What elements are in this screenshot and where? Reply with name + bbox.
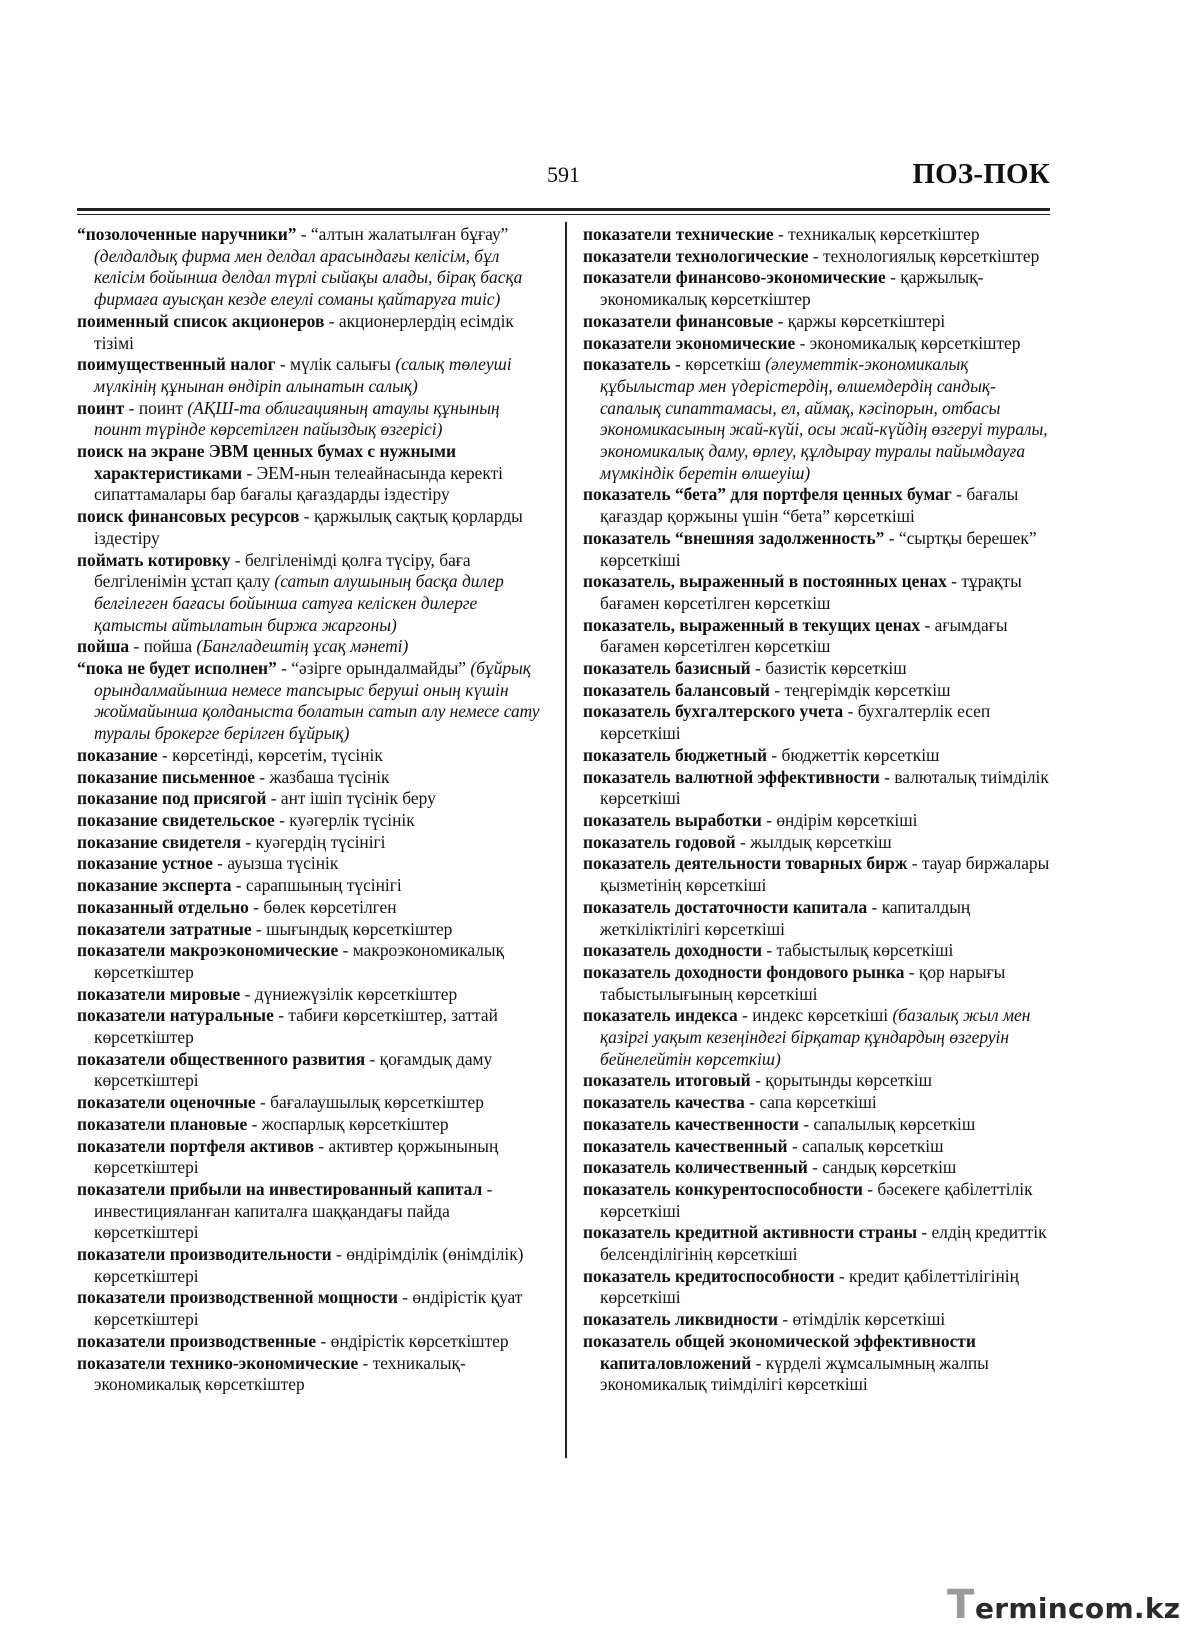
entry-term: показатель качественный [583, 1135, 788, 1156]
dictionary-entry [583, 1136, 1050, 1158]
entry-separator: - [670, 354, 686, 375]
entry-definition: өндірімділік (өнімділік) көрсеткіштері [94, 1244, 524, 1286]
entry-term: показатели экономические [583, 332, 796, 353]
entry-term: показатели макроэкономические [77, 940, 339, 961]
entry-definition: сапа көрсеткіші [759, 1092, 877, 1113]
entry-term: показание [77, 744, 158, 765]
entry-note: (әлеуметтік-экономикалық құбылыстар мен үдерістердің, өлшемдердің сандық-сапалық сипаттамасы, ел, аймақ, кәсіпорын, отбасы экономикасының жай-күйі, осы жай-күйдің өзгеруі туралы, экономикалық даму, өрлеу, құлдырау туралы пайымдауға мүмкіндік беретін өлшеуіш) [600, 354, 1048, 483]
entry-term: показатель балансовый [583, 679, 770, 700]
entry-definition: “әзірге орындалмайды” [291, 658, 471, 679]
entry-definition: “алтын жалатылған бұғау” [310, 224, 509, 244]
dictionary-entry [583, 658, 1050, 680]
entry-definition: қор нарығы табыстылығының көрсеткіші [600, 961, 1006, 1004]
entry-definition: бөлек көрсетілген [263, 896, 397, 917]
entry-separator: - [767, 744, 782, 765]
entry-definition: табыстылық көрсеткіші [776, 940, 954, 961]
entry-definition: дүниежүзілік көрсеткіштер [254, 983, 458, 1004]
watermark-letter: T [947, 1582, 975, 1628]
entry-definition: ағымдағы бағамен көрсетілген көрсеткіш [600, 614, 1008, 657]
dictionary-entry [583, 1005, 1050, 1070]
dictionary-entry [583, 1266, 1050, 1309]
entry-separator: - [884, 527, 899, 548]
entry-separator: - [299, 506, 314, 527]
page-header [77, 158, 1050, 204]
entry-term: показатели финансово-экономические [583, 267, 886, 288]
entry-term: “позолоченные наручники” [77, 224, 297, 244]
entry-definition: күрделі жұмсалымның жалпы экономикалық тиімділігі көрсеткіші [600, 1352, 989, 1395]
entry-term: показатель доходности фондового рынка [583, 961, 905, 982]
entry-term: показание свидетельское [77, 809, 275, 830]
entry-separator: - [750, 658, 766, 679]
entry-term: показатели технические [583, 224, 774, 244]
entry-definition: қоғамдық даму көрсеткіштері [94, 1048, 493, 1091]
entry-note: (делдалдық фирма мен делдал арасындағы келісім, бұл келісім бойынша делдал түрлі сыйақы алады, бірақ басқа фирмаға ауысқан кезде елеулі соманы қайтаруға тиіс) [94, 245, 523, 310]
entry-term: показатели прибыли на инвестированный капитал [77, 1178, 483, 1199]
dictionary-entry [77, 1353, 540, 1396]
entry-separator: - [338, 940, 353, 961]
entry-term: поймать котировку [77, 549, 231, 570]
entry-definition: қаржылық-экономикалық көрсеткіштер [600, 267, 984, 310]
entry-separator: - [275, 354, 290, 375]
entry-separator: - [862, 1178, 878, 1199]
dictionary-entry [583, 1179, 1050, 1222]
entry-separator: - [787, 1135, 802, 1156]
entry-separator: - [795, 332, 810, 353]
dictionary-entry [77, 875, 540, 897]
entry-separator: - [266, 788, 281, 809]
entry-term: показатели плановые [77, 1113, 248, 1134]
entry-definition: акционерлердің есімдік тізімі [94, 310, 514, 353]
entry-term: показатель базисный [583, 658, 751, 679]
dictionary-entry [77, 1287, 540, 1330]
entry-definition: өндірістік көрсеткіштер [330, 1330, 509, 1351]
dictionary-entry [77, 1244, 540, 1287]
entry-separator: - [212, 853, 228, 874]
entry-definition: сандық көрсеткіш [822, 1157, 957, 1178]
entry-definition: көрсеткіш [685, 354, 766, 375]
entry-separator: - [737, 1005, 753, 1026]
dictionary-entry [77, 1049, 540, 1092]
entry-separator: - [735, 831, 751, 852]
entry-definition: қаржылық сақтық қорларды іздестіру [94, 506, 523, 548]
column-divider [565, 222, 567, 1458]
entry-definition: экономикалық көрсеткіштер [809, 332, 1021, 353]
entry-definition: тұрақты бағамен көрсетілген көрсеткіш [600, 571, 1022, 613]
dictionary-entry [77, 897, 540, 919]
entry-term: показатель [583, 354, 671, 375]
dictionary-entry [583, 1331, 1050, 1396]
entry-separator: - [358, 1352, 373, 1373]
entry-note: (бұйрық орындалмайынша немесе тапсырыс беруші оның күшін жоймайынша қолданыста болатын сатып алу немесе сату туралы брокерге берілген бұйрық) [94, 658, 540, 744]
entry-term: показатель количественный [583, 1157, 808, 1178]
dictionary-entry [583, 311, 1050, 333]
entry-separator: - [255, 1092, 271, 1113]
entry-term: показатель общей экономической эффективности капиталовложений [583, 1330, 976, 1373]
entry-note: (сатып алушының басқа дилер белгілеген бағасы бойынша сатуға келіскен дилерге қатысты айтылатын биржа жаргоны) [94, 571, 504, 635]
entry-definition: жылдық көрсеткіш [750, 831, 892, 852]
dictionary-entry [77, 919, 540, 941]
entry-separator: - [879, 766, 895, 787]
entry-definition: пойша [143, 636, 197, 657]
dictionary-entry [583, 615, 1050, 658]
dictionary-entry [583, 853, 1050, 896]
entry-separator: - [750, 1070, 766, 1091]
dictionary-entry [77, 224, 540, 311]
entry-separator: - [251, 918, 267, 939]
entry-definition: бюджеттік көрсеткіш [781, 744, 940, 765]
entry-term: показатели затратные [77, 918, 252, 939]
entry-note: (Бангладештің ұсақ мәнеті) [196, 636, 409, 657]
entry-separator: - [834, 1265, 850, 1286]
entry-separator: - [331, 1244, 347, 1265]
entry-term: показатель качественности [583, 1113, 799, 1134]
entry-term: поиск финансовых ресурсов [77, 506, 300, 527]
entry-definition: ант ішіп түсінік беру [280, 788, 436, 809]
entry-separator: - [240, 983, 255, 1004]
entry-term: показатель доходности [583, 940, 763, 961]
dictionary-column-right [583, 224, 1050, 1396]
dictionary-entry [77, 506, 540, 549]
entry-definition: куәгерлік түсінік [289, 809, 415, 830]
entry-term: показание эксперта [77, 875, 232, 896]
entry-term: показатель достаточности капитала [583, 896, 868, 917]
entry-definition: шығындық көрсеткіштер [266, 918, 453, 939]
running-head: ПОЗ-ПОК [912, 158, 1050, 190]
entry-term: показатель бюджетный [583, 744, 768, 765]
entry-separator: - [247, 1113, 262, 1134]
entry-definition: технологиялық көрсеткіштер [822, 245, 1040, 266]
entry-definition: өндірістік қуат көрсеткіштері [94, 1287, 523, 1330]
dictionary-entry [583, 1157, 1050, 1179]
entry-definition: валюталық тиімділік көрсеткіші [600, 766, 1049, 809]
entry-term: показатель кредитной активности страны [583, 1222, 918, 1243]
entry-term: показатель валютной эффективности [583, 766, 880, 787]
dictionary-entry [77, 1136, 540, 1179]
entry-definition: техникалық көрсеткіштер [788, 224, 980, 244]
entry-definition: өндірім көрсеткіші [776, 809, 918, 830]
entry-separator: - [316, 1330, 331, 1351]
entry-term: показатель конкурентоспособности [583, 1178, 863, 1199]
entry-definition: индекс көрсеткіші [752, 1005, 893, 1026]
entry-definition: куәгердің түсінігі [255, 831, 386, 852]
dictionary-entry [77, 550, 540, 637]
entry-term: показание устное [77, 853, 213, 874]
entry-definition: бухгалтерлік есеп көрсеткіші [600, 701, 991, 744]
entry-definition: жоспарлық көрсеткіштер [261, 1113, 449, 1134]
entry-term: показание свидетеля [77, 831, 242, 852]
entry-definition: сарапшының түсінігі [245, 875, 402, 896]
entry-term: показатель, выраженный в постоянных ценах [583, 571, 947, 592]
entry-definition: қорытынды көрсеткіш [765, 1070, 932, 1091]
entry-term: поинт [77, 397, 125, 418]
entry-definition: техникалық-экономикалық көрсеткіштер [94, 1352, 466, 1395]
dictionary-entry [77, 832, 540, 854]
dictionary-entry [77, 940, 540, 983]
entry-term: показатель “внешняя задолженность” [583, 527, 885, 548]
dictionary-entry [583, 940, 1050, 962]
entry-separator: - [124, 397, 139, 418]
entry-term: поименный список акционеров [77, 310, 325, 331]
entry-separator: - [920, 614, 935, 635]
entry-term: показатели технико-экономические [77, 1352, 359, 1373]
dictionary-entry [77, 1092, 540, 1114]
entry-note: (АҚШ-та облигацияның атаулы құнының поинт түрінде көрсетілген пайыздық өзгерісі) [94, 397, 500, 440]
entry-separator: - [365, 1048, 380, 1069]
entry-separator: - [242, 462, 257, 483]
entry-separator: - [324, 310, 339, 331]
entry-separator: - [946, 571, 962, 592]
entry-separator: - [777, 1309, 793, 1330]
entry-term: показатель бухгалтерского учета [583, 701, 844, 722]
dictionary-entry [583, 962, 1050, 1005]
entry-term: показатель качества [583, 1092, 745, 1113]
entry-separator: - [296, 224, 311, 244]
dictionary-entry [583, 571, 1050, 614]
entry-separator: - [744, 1092, 760, 1113]
entry-term: показатель годовой [583, 831, 736, 852]
entry-term: показатель деятельности товарных бирж [583, 853, 908, 874]
dictionary-entry [583, 680, 1050, 702]
entry-term: показатели технологические [583, 245, 809, 266]
entry-term: поиск на экране ЭВМ ценных бумах с нужными характеристиками [77, 441, 457, 483]
header-rule-thick [77, 208, 1050, 211]
entry-term: показатели производственные [77, 1330, 317, 1351]
entry-term: показатели оценочные [77, 1092, 256, 1113]
entry-separator: - [843, 701, 858, 722]
dictionary-column-left [77, 224, 540, 1396]
entry-definition: өтімділік көрсеткіші [792, 1309, 946, 1330]
entry-term: показатель итоговый [583, 1070, 751, 1091]
entry-term: показатель ликвидности [583, 1309, 778, 1330]
entry-definition: кредит қабілеттілігінің көрсеткіші [600, 1265, 1019, 1308]
entry-separator: - [808, 245, 823, 266]
dictionary-entry [77, 767, 540, 789]
dictionary-entry [77, 311, 540, 354]
entry-definition: поинт [138, 397, 188, 418]
entry-term: показанный отдельно [77, 896, 249, 917]
entry-separator: - [397, 1287, 413, 1308]
dictionary-entry [77, 354, 540, 397]
entry-definition: тауар биржалары қызметінің көрсеткіші [600, 853, 1050, 896]
dictionary-entry [77, 1005, 540, 1048]
entry-separator: - [129, 636, 144, 657]
entry-term: поимущественный налог [77, 354, 276, 375]
dictionary-entry [77, 745, 540, 767]
dictionary-entry [77, 658, 540, 745]
entry-definition: сапалық көрсеткіш [801, 1135, 944, 1156]
dictionary-entry [77, 810, 540, 832]
entry-separator: - [917, 1222, 932, 1243]
entry-separator: - [751, 1352, 766, 1373]
entry-definition: капиталдың жеткіліктілігі көрсеткіші [600, 896, 971, 939]
entry-term: показание письменное [77, 766, 255, 787]
dictionary-entry [583, 267, 1050, 310]
entry-definition: белгіленімді қолға түсіру, баға белгіленімін ұстап қалу [94, 549, 471, 592]
dictionary-entry [77, 1114, 540, 1136]
entry-definition: қаржы көрсеткіштері [787, 310, 946, 331]
entry-term: показатели производственной мощности [77, 1287, 398, 1308]
dictionary-entry [583, 528, 1050, 571]
entry-definition: бағалы қағаздар қоржыны үшін “бета” көрсеткіші [600, 484, 1019, 527]
entry-term: показатели финансовые [583, 310, 774, 331]
entry-separator: - [482, 1178, 493, 1199]
entry-separator: - [773, 310, 788, 331]
entry-separator: - [885, 267, 901, 288]
dictionary-entry [583, 810, 1050, 832]
entry-term: показатель индекса [583, 1005, 738, 1026]
dictionary-entry [583, 1309, 1050, 1331]
dictionary-entry [77, 1331, 540, 1353]
dictionary-entry [583, 354, 1050, 484]
entry-separator: - [951, 484, 967, 505]
entry-definition: жазбаша түсінік [269, 766, 390, 787]
dictionary-entry [583, 224, 1050, 246]
dictionary-entry [77, 984, 540, 1006]
entry-separator: - [798, 1113, 814, 1134]
dictionary-entry [583, 897, 1050, 940]
entry-separator: - [274, 809, 290, 830]
dictionary-entry [583, 767, 1050, 810]
entry-term: показатель выработки [583, 809, 762, 830]
entry-definition: мүлік салығы [289, 354, 396, 375]
entry-definition: ауызша түсінік [227, 853, 339, 874]
dictionary-entry [77, 636, 540, 658]
entry-definition: ЭЕМ-нын телеайнасында керекті сипаттамалары бар бағалы қағаздарды іздестіру [94, 462, 504, 505]
entry-definition: “сыртқы берешек” көрсеткіші [600, 527, 1037, 570]
entry-separator: - [248, 896, 264, 917]
entry-separator: - [761, 809, 777, 830]
dictionary-entry [583, 832, 1050, 854]
entry-separator: - [907, 853, 922, 874]
entry-separator: - [157, 744, 173, 765]
entry-separator: - [762, 940, 777, 961]
entry-definition: бағалаушылық көрсеткіштер [270, 1092, 484, 1113]
dictionary-entry [77, 398, 540, 441]
dictionary-entry [583, 484, 1050, 527]
dictionary-entry [583, 333, 1050, 355]
entry-separator: - [773, 224, 789, 244]
dictionary-entry [583, 745, 1050, 767]
entry-term: показатель “бета” для портфеля ценных бумаг [583, 484, 952, 505]
dictionary-entry [77, 1179, 540, 1244]
dictionary-entry [583, 1114, 1050, 1136]
dictionary-entry [583, 1222, 1050, 1265]
entry-separator: - [867, 896, 882, 917]
entry-separator: - [807, 1157, 823, 1178]
entry-definition: активтер қоржынының көрсеткіштері [94, 1135, 499, 1178]
entry-term: показатель, выраженный в текущих ценах [583, 614, 921, 635]
entry-definition: сапалылық көрсеткіш [813, 1113, 976, 1134]
entry-term: показатели мировые [77, 983, 241, 1004]
page-number: 591 [547, 162, 580, 187]
entry-note: (салық төлеуші мүлкінің құнынан өндіріп алынатын салық) [94, 354, 512, 396]
entry-definition: теңгерімдік көрсеткіш [784, 679, 951, 700]
entry-definition: көрсетінді, көрсетім, түсінік [172, 744, 383, 765]
entry-definition: елдің кредиттік белсенділігінің көрсеткіші [600, 1222, 1047, 1265]
dictionary-entry [583, 1092, 1050, 1114]
entry-separator: - [241, 831, 256, 852]
entry-separator: - [231, 875, 246, 896]
entry-definition: табиғи көрсеткіштер, заттай көрсеткіштер [94, 1005, 498, 1048]
dictionary-entry [77, 788, 540, 810]
entry-term: пойша [77, 636, 130, 657]
dictionary-entry [583, 701, 1050, 744]
entry-term: показатели натуральные [77, 1005, 274, 1026]
entry-separator: - [276, 658, 292, 679]
entry-definition: макроэкономикалық көрсеткіштер [94, 940, 505, 982]
entry-term: показатель кредитоспособности [583, 1265, 835, 1286]
entry-separator: - [230, 549, 245, 570]
entry-separator: - [254, 766, 270, 787]
entry-term: показатели портфеля активов [77, 1135, 314, 1156]
entry-separator: - [313, 1135, 329, 1156]
entry-definition: базистік көрсеткіш [765, 658, 907, 679]
entry-note: (базалық жыл мен қазіргі уақыт кезеңіндегі бірқатар құндардың өзгеруін бейнелейтін көрсеткіш) [600, 1005, 1031, 1069]
entry-term: показание под присягой [77, 788, 267, 809]
entry-definition: инвестицияланған капиталға шаққандағы пайда көрсеткіштері [94, 1200, 450, 1243]
dictionary-entry [77, 441, 540, 506]
entry-definition: бәсекеге қабілеттілік көрсеткіші [600, 1178, 1033, 1221]
entry-separator: - [904, 961, 919, 982]
dictionary-entry [583, 1070, 1050, 1092]
entry-term: показатели производительности [77, 1244, 332, 1265]
watermark-text: ermincom.kz [975, 1592, 1180, 1625]
dictionary-entry [583, 246, 1050, 268]
entry-term: “пока не будет исполнен” [77, 658, 277, 679]
site-watermark [947, 1582, 1180, 1628]
entry-separator: - [273, 1005, 289, 1026]
entry-term: показатели общественного развития [77, 1048, 366, 1069]
entry-separator: - [769, 679, 785, 700]
header-rule-thin [77, 214, 1050, 215]
dictionary-entry [77, 853, 540, 875]
